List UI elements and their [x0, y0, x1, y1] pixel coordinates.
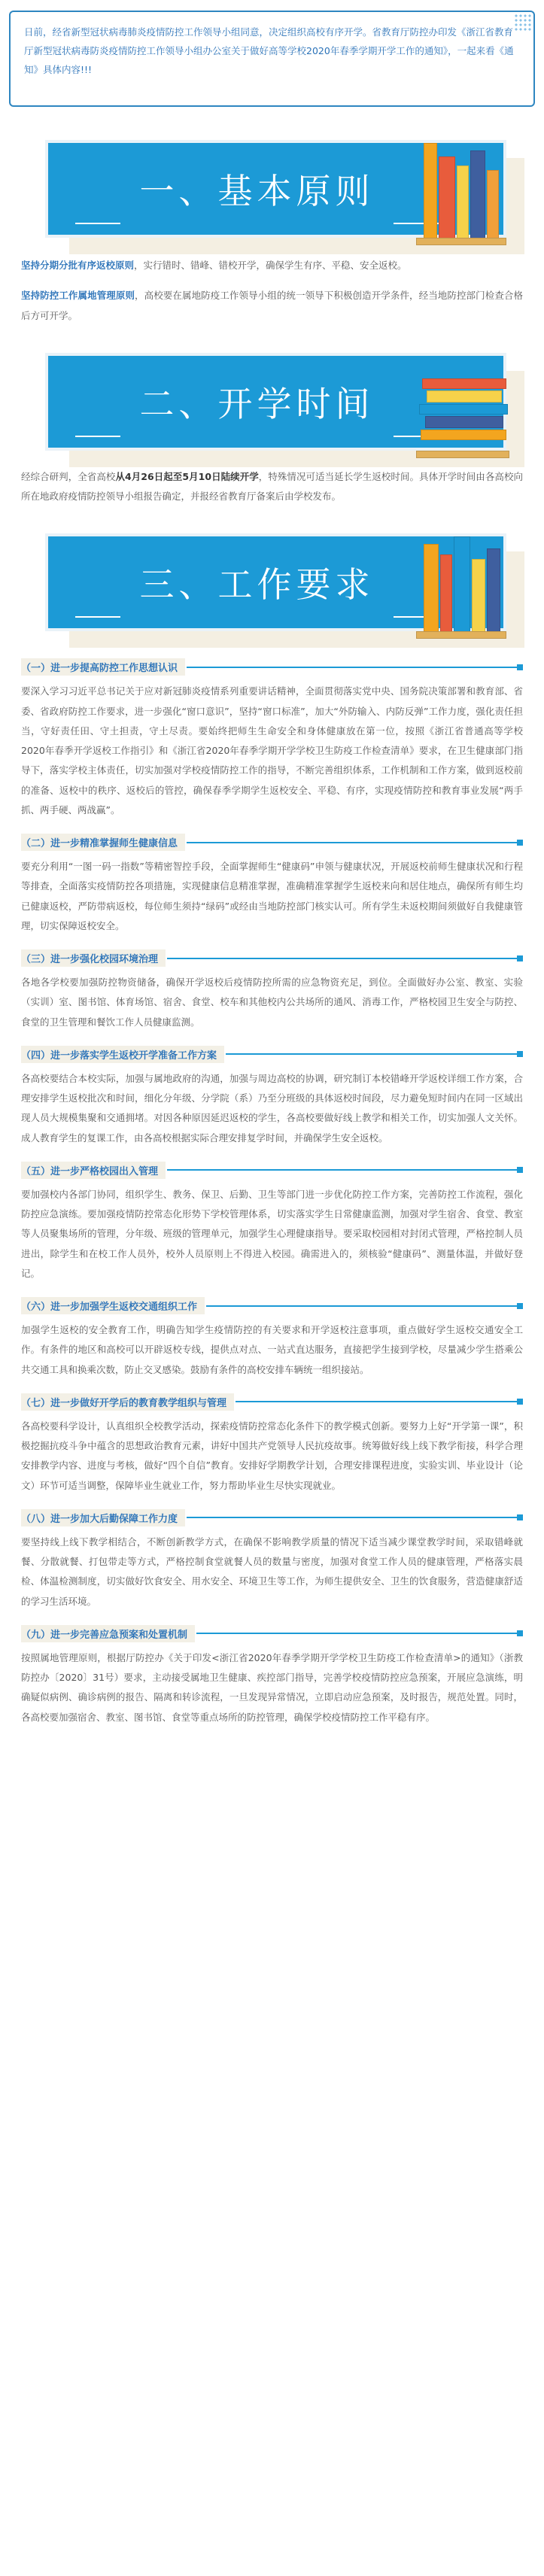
paragraph	[21, 286, 523, 326]
sub-paragraph: 要坚持线上线下教学相结合，不断创新教学方式，在确保不影响教学质量的情况下适当减少课堂教学时间，采取错峰就餐、分散就餐、打包带走等方式，严格控制食堂就餐人员的数量与密度，加强对食堂工作人员的健康管理，严格落实晨检、体温检测制度，切实做好饮食安全、用水安全、环境卫生等工作，为师生提供安全、卫生的饮食服务，营造健康舒适的学习生活环境。	[21, 1536, 523, 1607]
intro-text: 日前，经省新型冠状病毒肺炎疫情防控工作领导小组同意，决定组织高校有序开学。省教育厅防控办印发《浙江省教育厅新型冠状病毒防炎疫情防控工作领导小组办公室关于做好高等学校2020年春季学期开学工作的通知》，一起来看《通知》具体内容!!!	[24, 26, 514, 75]
books-illustration	[416, 135, 514, 248]
dots-decoration	[514, 14, 532, 32]
sub-paragraph: 要深入学习习近平总书记关于应对新冠肺炎疫情系列重要讲话精神，全面贯彻落实党中央、国务院决策部署和教育部、省委、省政府防控工作要求，进一步强化“窗口意识”，坚持“窗口标准”，加大“外防输入、内防反弹”工作力度，强化责任担当，守好责任田、守土担责，守土尽责。要始终把师生生命安全和身体健康放在第一位，按照《浙江省普通高等学校2020年春季开学返校工作指引》和《浙江省2020年春季学期开学学校卫生防疫工作检查清单》要求，在卫生健康部门指导下，落实学校主体责任，切实加强对学校疫情防控工作的指导，不断完善组织体系，工作机制和工作方案，做到返校前的准备、返校中的秩序、返校后的管控，确保春季学期学生返校安全、平稳、有序，实现疫情防控和教育事业发展“两手抓、两手硬、两战赢”。	[21, 685, 523, 816]
sub-paragraph: 要加强校内各部门协同，组织学生、教务、保卫、后勤、卫生等部门进一步优化防控工作方案，完善防控工作流程，强化防控应急演练。要加强疫情防控常态化形势下学校管理体系，切实落实学生日常健康监测，加强对学生宿舍、食堂、教室等人员聚集场所的管理，分年级、班级的管理单元，加强学生心理健康指导。要采取校园相对封闭式管理，严格控制人员进出，除学生和在校工作人员外，校外人员原则上不得进入校园。确需进入的，须核验“健康码”、测量体温，并做好登记。	[21, 1188, 523, 1279]
sub-heading-label: （四）进一步落实学生返校开学准备工作方案	[21, 1046, 224, 1063]
sub-heading-label: （九）进一步完善应急预案和处置机制	[21, 1625, 195, 1642]
sub-heading	[21, 1046, 523, 1063]
para-text: ，高校要在属地防疫工作领导小组的统一领导下积极创造开学条件，经当地防控部门检查合格后方可开学。	[21, 290, 523, 321]
paragraph	[21, 467, 523, 507]
sub-heading	[21, 1297, 523, 1314]
section-banner-2	[15, 336, 529, 464]
para-lead: 从4月26日起至5月10日陆续开学	[115, 470, 259, 482]
sub-heading	[21, 949, 523, 967]
sub-paragraph: 各高校要结合本校实际，加强与属地政府的沟通，加强与周边高校的协调，研究制订本校错峰开学返校详细工作方案，合理安排学生返校批次和时间，细化分年级、分学院（系）乃至分班级的具体返校时间段，尽力避免短时间内在同一区域出现人员大规模集聚和交通拥堵。对因各种原因延迟返校的学生，各高校要做好线上教学和相关工作，切实加强人文关怀。成人教育学生的复课工作，由各高校根据实际合理安排复学时间，并确保学生安全返校。	[21, 1072, 523, 1144]
books-illustration	[416, 529, 514, 642]
sub-paragraph: 要充分利用“一图一码一指数”等精密智控手段，全面掌握师生“健康码”申领与健康状况，开展返校前师生健康状况和行程等排查，全面落实疫情防控各项措施，实现健康信息精准掌握，准确精准掌握学生返校来向和居住地点，确保所有师生均已健康返校，严防带病返校，每位师生须持“绿码”或经由当地防控部门核实认可。所有学生未返校期间须做好自我健康管理，切实保障返校安全。	[21, 861, 523, 931]
sub-heading-label: （七）进一步做好开学后的教育教学组织与管理	[21, 1393, 234, 1411]
sub-heading	[21, 1509, 523, 1526]
sub-heading	[21, 1625, 523, 1642]
sub-paragraph: 加强学生返校的安全教育工作，明确告知学生疫情防控的有关要求和开学返校注意事项，重点做好学生返校交通安全工作。有条件的地区和高校可以开辟返校专线，提供点对点、一站式直达服务，直接把学生接到学校，尽量减少学生搭乘公共交通工具和换乘次数，防止交叉感染。鼓励有条件的高校安排车辆统一组织接站。	[21, 1324, 523, 1375]
sub-heading	[21, 658, 523, 676]
sub-heading-label: （二）进一步精准掌握师生健康信息	[21, 834, 185, 851]
para-lead: 坚持分期分批有序返校原则	[21, 260, 135, 271]
para-text: ，实行错时、错峰、错校开学，确保学生有序、平稳、安全返校。	[134, 260, 407, 271]
section-title: 一、基本原则	[139, 171, 375, 211]
sub-heading-label: （八）进一步加大后勤保障工作力度	[21, 1509, 185, 1526]
section-title: 三、工作要求	[139, 564, 375, 606]
sub-paragraph: 各高校要科学设计，认真组织全校教学活动，探索疫情防控常态化条件下的教学模式创新。要努力上好“开学第一课”，积极挖掘抗疫斗争中蕴含的思想政治教育元素，讲好中国共产党领导人民抗疫故事。统筹做好线上线下教学衔接，科学合理安排教学内容、进度与考核，做好“四个自信”教育。安排好学期教学计划，合理安排课程进度，实验实训、毕业设计（论文）环节可适当调整，保障毕业生就业工作，努力帮助毕业生尽快实现就业。	[21, 1420, 523, 1491]
para-pre: 经综合研判，全省高校	[21, 470, 116, 482]
sub-paragraph: 各地各学校要加强防控物资储备，确保开学返校后疫情防控所需的应急物资充足，到位。全面做好办公室、教室、实验（实训）室、图书馆、体育场馆、宿舍、食堂、校车和其他校内公共场所的通风、消毒工作，严格校园卫生安全与防控、食堂的卫生管理和餐饮工作人员健康监测。	[21, 977, 523, 1028]
section-title: 二、开学时间	[139, 383, 375, 424]
section-banner-3	[15, 517, 529, 645]
sub-heading-label: （一）进一步提高防控工作思想认识	[21, 658, 185, 676]
sub-heading-label: （五）进一步严格校园出入管理	[21, 1162, 166, 1179]
requirements-list	[0, 658, 544, 1727]
sub-paragraph: 按照属地管理原则，根据厅防控办《关于印发<浙江省2020年春季学期开学学校卫生防疫工作检查清单>的通知》（浙教防控办〔2020〕31号）要求，主动接受属地卫生健康、疾控部门指导，完善学校疫情防控应急预案，开展应急演练，明确疑似病例、确诊病例的报告、隔离和转诊流程，一旦发现异常情况，立即启动应急预案，及时报告，规范处置。同时，各高校要加强宿舍、教室、图书馆、食堂等重点场所的防控管理，确保学校疫情防控工作平稳有序。	[21, 1651, 523, 1723]
books-illustration	[416, 348, 514, 461]
para-lead: 坚持防控工作属地管理原则	[21, 290, 135, 302]
intro-box	[9, 11, 535, 107]
sub-heading	[21, 834, 523, 851]
para-text: ，特殊情况可适当延长学生返校时间。具体开学时间由各高校向所在地政府疫情防控领导小组报告确定，并报经省教育厅备案后由学校发布。	[21, 470, 523, 502]
sub-heading	[21, 1162, 523, 1179]
article-page	[0, 11, 544, 2576]
paragraph	[21, 256, 523, 275]
sub-heading	[21, 1393, 523, 1411]
sub-heading-label: （六）进一步加强学生返校交通组织工作	[21, 1297, 205, 1314]
sub-heading-label: （三）进一步强化校园环境治理	[21, 949, 166, 967]
section-banner-1	[15, 123, 529, 251]
